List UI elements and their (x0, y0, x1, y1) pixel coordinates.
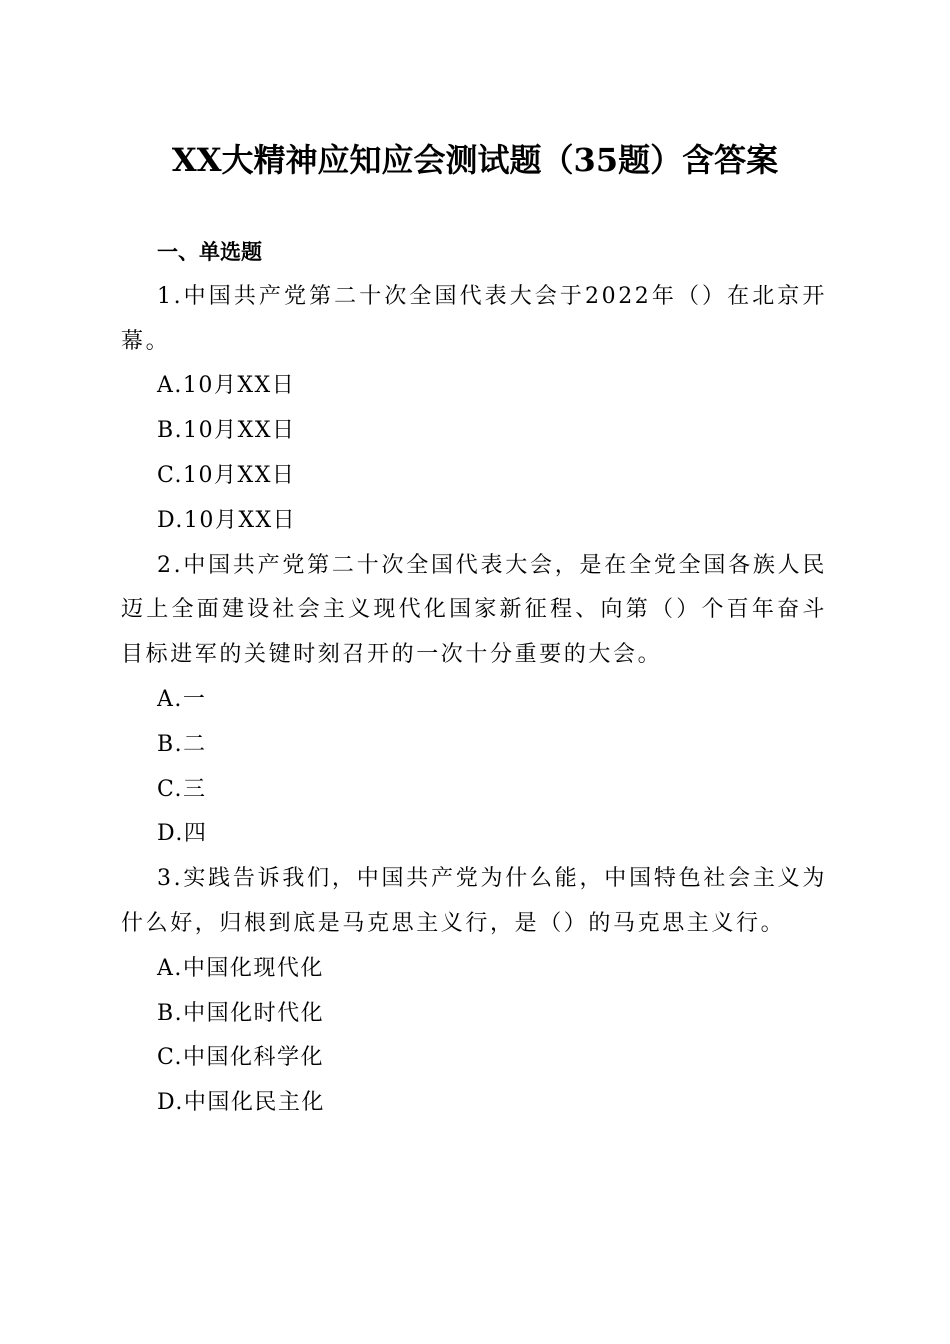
section-heading: 一、单选题 (157, 240, 262, 264)
question-1-option-c (121, 454, 827, 499)
option-letter: A. (157, 686, 183, 712)
question-2-option-a (121, 678, 827, 723)
option-text: 中国化现代化 (182, 955, 324, 981)
option-text: 中国化时代化 (183, 1000, 325, 1026)
question-text: 中国共产党第二十次全国代表大会，是在全党全国各族人民迈上全面建设社会主义现代化国家新征程、向第（）个百年奋斗目标进军的关键时刻召开的一次十分重要的大会。 (121, 552, 827, 668)
option-text: 中国化科学化 (183, 1045, 325, 1071)
question-2 (121, 544, 827, 678)
page-title: XX大精神应知应会测试题（35题）含答案 (171, 141, 779, 179)
question-3-option-d (121, 1081, 827, 1126)
option-letter: B. (157, 731, 184, 757)
document-body (121, 230, 827, 1126)
question-1 (121, 275, 827, 365)
question-2-option-d (121, 812, 827, 857)
question-number: 2. (157, 552, 184, 578)
question-number: 1. (157, 283, 184, 309)
question-1-option-a (121, 364, 827, 409)
question-3-option-a (121, 947, 827, 992)
option-text: 10月XX日 (183, 462, 296, 488)
question-3-option-c (121, 1036, 827, 1081)
option-text: 10月XX日 (183, 507, 297, 533)
question-number: 3. (157, 866, 184, 892)
option-text: 一 (182, 686, 207, 712)
option-letter: A. (157, 955, 183, 981)
question-2-option-c (121, 768, 827, 813)
question-text: 中国共产党第二十次全国代表大会于2022年（）在北京开幕。 (121, 283, 827, 354)
option-letter: D. (157, 821, 184, 847)
option-letter: C. (157, 462, 184, 488)
question-text: 实践告诉我们，中国共产党为什么能，中国特色社会主义为什么好，归根到底是马克思主义行，是（）的马克思主义行。 (121, 866, 827, 936)
question-2-option-b (121, 723, 827, 768)
option-text: 10月XX日 (182, 373, 296, 399)
option-text: 二 (183, 731, 207, 757)
option-letter: B. (157, 418, 184, 444)
option-letter: D. (157, 507, 184, 533)
option-text: 四 (183, 821, 208, 847)
option-letter: C. (157, 776, 184, 802)
option-letter: D. (157, 1090, 184, 1116)
question-3-option-b (121, 992, 827, 1037)
option-text: 中国化民主化 (183, 1090, 325, 1116)
question-3 (121, 857, 827, 947)
option-text: 10月XX日 (183, 418, 296, 444)
option-letter: A. (157, 373, 183, 399)
question-1-option-d (121, 499, 827, 544)
option-letter: C. (157, 1045, 184, 1071)
option-text: 三 (183, 776, 207, 802)
question-1-option-b (121, 409, 827, 454)
option-letter: B. (157, 1000, 184, 1026)
